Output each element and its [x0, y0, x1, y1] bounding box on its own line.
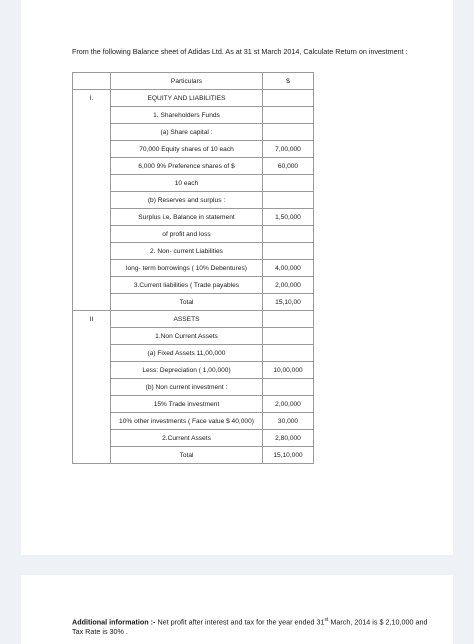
roman-cell [73, 192, 111, 209]
roman-cell [73, 226, 111, 243]
particulars-cell: (a) Share capital : [111, 124, 263, 141]
amount-header: $ [263, 73, 314, 90]
particulars-cell: 1. Shareholders Funds [111, 107, 263, 124]
particulars-cell: 10 each [111, 175, 263, 192]
particulars-cell: 2.Current Assets [111, 430, 263, 447]
roman-cell [73, 260, 111, 277]
ordinal-suffix: st [324, 617, 329, 623]
roman-cell [73, 209, 111, 226]
roman-cell [73, 345, 111, 362]
amount-cell: 1,50,000 [263, 209, 314, 226]
table-row [73, 260, 314, 277]
table-row [73, 413, 314, 430]
particulars-cell: (a) Fixed Assets 11,00,000 [111, 345, 263, 362]
particulars-cell: (b) Reserves and surplus : [111, 192, 263, 209]
table-row [73, 345, 314, 362]
particulars-header: Particulars [111, 73, 263, 90]
roman-cell [73, 107, 111, 124]
table-row [73, 311, 314, 328]
roman-cell [73, 362, 111, 379]
roman-cell [73, 158, 111, 175]
table-row [73, 277, 314, 294]
particulars-cell: Less: Depreciation ( 1,00,000) [111, 362, 263, 379]
table-row [73, 158, 314, 175]
amount-cell [263, 328, 314, 345]
additional-information-text-2: March, 2014 is $ 2,10,000 and Tax Rate is 30% . [72, 617, 428, 637]
amount-cell [263, 107, 314, 124]
amount-cell: 15,10,00 [263, 294, 314, 311]
table-header-row [73, 73, 314, 90]
table-row [73, 379, 314, 396]
amount-cell: 4,00,000 [263, 260, 314, 277]
amount-cell: 2,00,000 [263, 277, 314, 294]
table-row [73, 430, 314, 447]
amount-cell: 7,00,000 [263, 141, 314, 158]
amount-cell [263, 124, 314, 141]
table-row [73, 107, 314, 124]
amount-cell [263, 226, 314, 243]
particulars-cell: long- term borrowings ( 10% Debentures) [111, 260, 263, 277]
amount-cell [263, 175, 314, 192]
roman-cell [73, 141, 111, 158]
table-row [73, 328, 314, 345]
question-intro: From the following Balance sheet of Adidas Ltd. As at 31 st March 2014, Calculate Return on investment : [72, 47, 408, 56]
document-page-1 [21, 0, 453, 555]
particulars-cell: (b) Non current investment : [111, 379, 263, 396]
amount-cell: 10,00,000 [263, 362, 314, 379]
amount-cell [263, 192, 314, 209]
roman-cell [73, 413, 111, 430]
table-row [73, 396, 314, 413]
amount-cell: 2,00,000 [263, 396, 314, 413]
amount-cell [263, 311, 314, 328]
particulars-cell: ASSETS [111, 311, 263, 328]
additional-information [72, 615, 432, 637]
table-row [73, 175, 314, 192]
amount-cell [263, 90, 314, 107]
roman-cell [73, 328, 111, 345]
particulars-cell: of profit and loss [111, 226, 263, 243]
section-roman-numeral: I. [73, 90, 111, 107]
particulars-cell: 3.Current liabilities ( Trade payables [111, 277, 263, 294]
document-page-2 [21, 575, 453, 644]
particulars-cell: 2. Non- current Liabilities [111, 243, 263, 260]
table-row [73, 294, 314, 311]
roman-cell [73, 243, 111, 260]
table-row [73, 362, 314, 379]
particulars-cell: 1.Non Current Assets [111, 328, 263, 345]
roman-cell [73, 124, 111, 141]
roman-cell [73, 175, 111, 192]
table-row [73, 124, 314, 141]
amount-cell: 60,000 [263, 158, 314, 175]
amount-cell [263, 345, 314, 362]
roman-column-header [73, 73, 111, 90]
amount-cell [263, 243, 314, 260]
table-row [73, 90, 314, 107]
table-row [73, 226, 314, 243]
table-row [73, 243, 314, 260]
particulars-cell: 70,000 Equity shares of 10 each [111, 141, 263, 158]
roman-cell [73, 447, 111, 464]
amount-cell: 30,000 [263, 413, 314, 430]
roman-cell [73, 396, 111, 413]
particulars-cell: 6,000 9% Preference shares of $ [111, 158, 263, 175]
particulars-cell: Total [111, 294, 263, 311]
amount-cell: 2,80,000 [263, 430, 314, 447]
additional-information-text-1: Net profit after interest and tax for the year ended 31 [155, 617, 325, 627]
particulars-cell: 15% Trade investment [111, 396, 263, 413]
particulars-cell: Total [111, 447, 263, 464]
table-row [73, 209, 314, 226]
amount-cell: 15,10,000 [263, 447, 314, 464]
roman-cell [73, 277, 111, 294]
additional-information-label: Additional information :- [72, 617, 156, 627]
table-row [73, 141, 314, 158]
particulars-cell: Surplus i.e. Balance in statement [111, 209, 263, 226]
roman-cell [73, 294, 111, 311]
table-row [73, 447, 314, 464]
roman-cell [73, 430, 111, 447]
amount-cell [263, 379, 314, 396]
balance-sheet-table [72, 72, 314, 464]
particulars-cell: 10% other investments ( Face value $ 40,000) [111, 413, 263, 430]
roman-cell [73, 379, 111, 396]
table-row [73, 192, 314, 209]
particulars-cell: EQUITY AND LIABILITIES [111, 90, 263, 107]
section-roman-numeral: II [73, 311, 111, 328]
